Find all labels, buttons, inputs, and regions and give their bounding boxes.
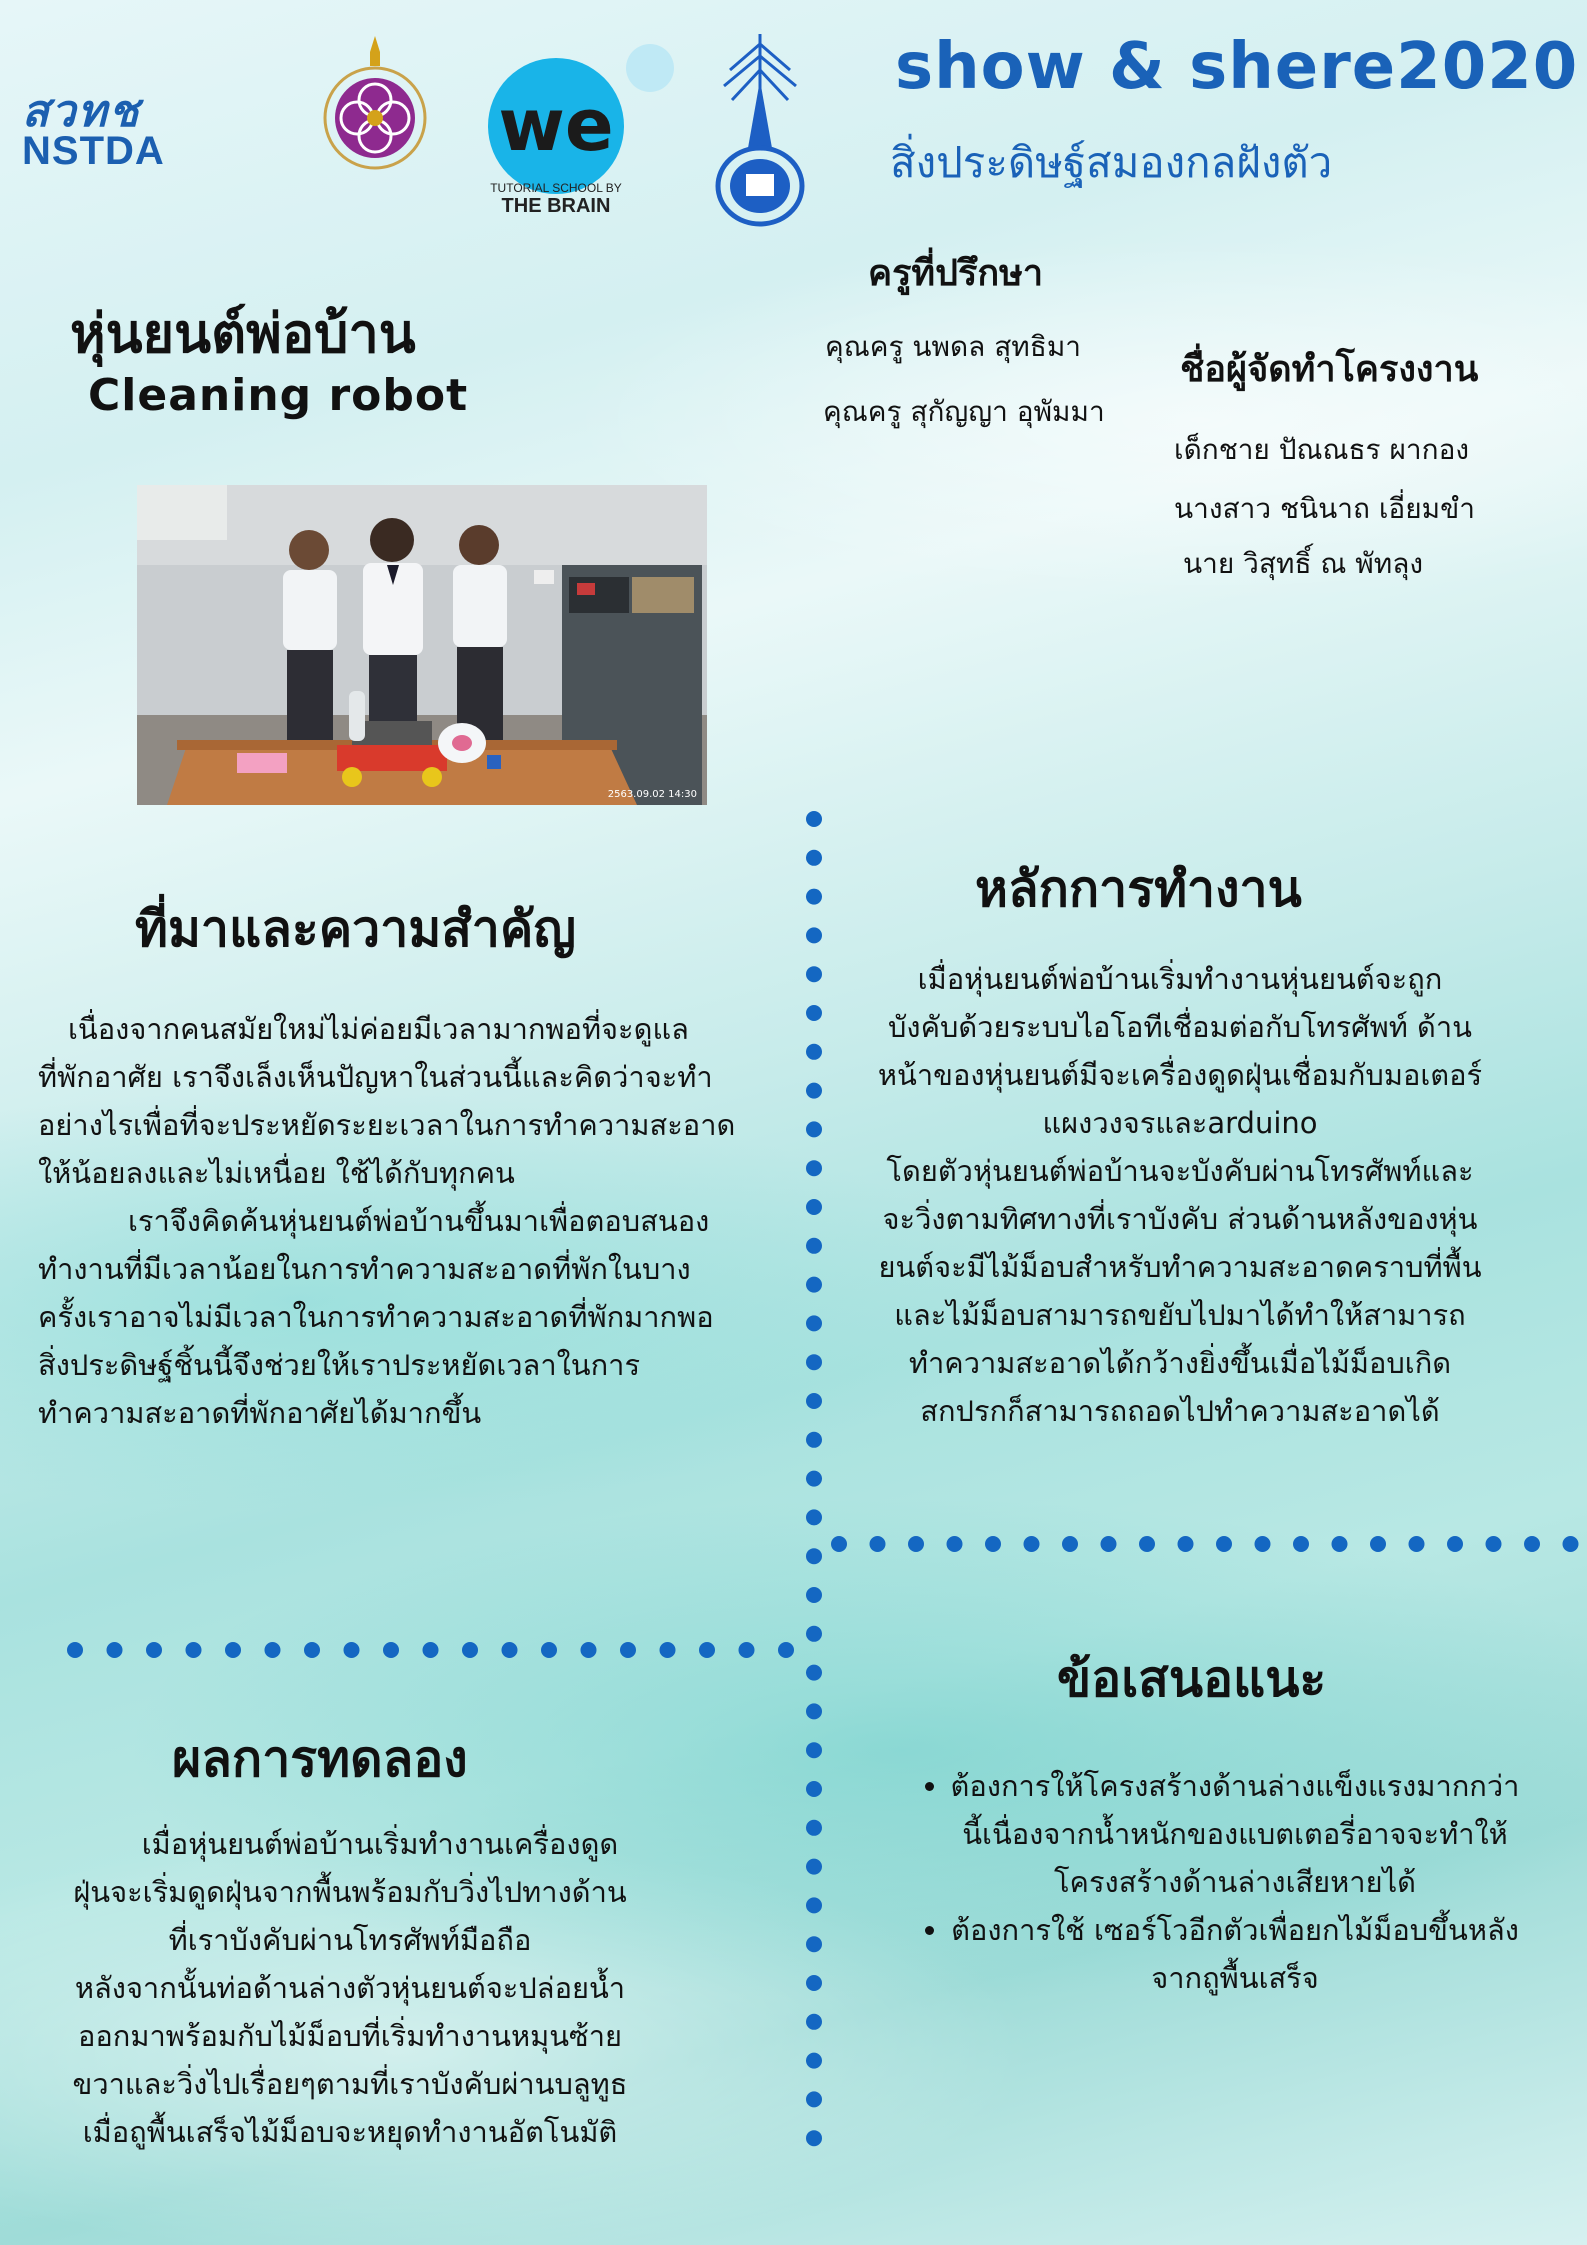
university-seal-logo [300,30,450,180]
divider-dot [806,1548,822,1564]
principle-line: หน้าของหุ่นยนต์มีจะเครื่องดูดฝุ่นเชื่อมกับมอเตอร์ [877,1058,1483,1092]
divider-dot [344,1642,360,1658]
result-heading: ผลการทดลอง [172,1730,468,1788]
project-title-english: Cleaning robot [88,370,469,421]
principle-heading: หลักการทำงาน [975,860,1302,918]
horizontal-dotted-divider-right [830,1535,1587,1553]
divider-dot [806,1509,822,1525]
divider-dot [739,1642,755,1658]
principle-line: บังคับด้วยระบบไอโอทีเชื่อมต่อกับโทรศัพท์ ด้าน [888,1010,1472,1044]
principle-line: จะวิ่งตามทิศทางที่เราบังคับ ส่วนด้านหลังของหุ่น [882,1202,1478,1236]
maker-name: เด็กชาย ปัณณธร ผากอง [1174,433,1470,466]
divider-dot [186,1642,202,1658]
we-tagline-2: THE BRAIN [501,195,611,217]
origin-body [38,1005,738,1437]
divider-dot [806,1703,822,1719]
nstda-logo-english: NSTDA [22,129,165,173]
divider-dot [806,1665,822,1681]
divider-dot [806,1859,822,1875]
divider-dot [1563,1536,1579,1552]
event-subtitle: สิ่งประดิษฐ์สมองกลฝังตัว [890,138,1333,187]
divider-dot [1409,1536,1425,1552]
result-body [20,1820,680,2156]
divider-dot [806,1471,822,1487]
divider-dot [620,1642,636,1658]
maker-name: นาย วิสุทธิ์ ณ พัทลุง [1183,547,1424,580]
result-line: เมื่อหุ่นยนต์พ่อบ้านเริ่มทำงานเครื่องดูด [141,1827,619,1861]
divider-dot [806,2091,822,2107]
divider-dot [1178,1536,1194,1552]
divider-dot [806,2130,822,2146]
we-tagline-1: TUTORIAL SCHOOL BY [490,181,622,195]
advisor-name: คุณครู สุกัญญา อุพัมมา [823,395,1105,428]
suggestion-heading: ข้อเสนอแนะ [1057,1650,1327,1708]
divider-dot [908,1536,924,1552]
divider-dot [806,1587,822,1603]
principle-line: สกปรกก็สามารถถอดไปทำความสะอาดได้ [920,1394,1440,1428]
divider-dot [806,927,822,943]
divider-dot [67,1642,83,1658]
advisors-heading: ครูที่ปรึกษา [868,253,1044,294]
divider-dot [806,889,822,905]
suggestion-item: • ต้องการให้โครงสร้างด้านล่างแข็งแรงมากกว่านี้เนื่องจากน้ำหนักของแบตเตอรี่อาจจะทำให้โครงสร้างด้านล่างเสียหายได้ [950,1762,1520,1906]
principle-line: และไม้ม็อบสามารถขยับไปมาได้ทำให้สามารถ [894,1298,1466,1332]
origin-heading: ที่มาและความสำคัญ [135,900,576,958]
principle-line: แผงวงจรและarduino [1042,1106,1318,1140]
divider-dot [1255,1536,1271,1552]
divider-dot [1370,1536,1386,1552]
result-line: ฝุ่นจะเริ่มดูดฝุ่นจากพื้นพร้อมกับวิ่งไปทางด้าน [73,1875,627,1909]
divider-dot [1524,1536,1540,1552]
divider-dot [870,1536,886,1552]
divider-dot [502,1642,518,1658]
divider-dot [423,1642,439,1658]
result-line: ออกมาพร้อมกับไม้ม็อบที่เริ่มทำงานหมุนซ้าย [77,2019,623,2053]
divider-dot [1101,1536,1117,1552]
divider-dot [806,1781,822,1797]
maker-name: นางสาว ชนินาถ เอี่ยมขำ [1174,492,1475,525]
we-logo-text: we [498,83,614,167]
divider-dot [146,1642,162,1658]
divider-dot [806,1975,822,1991]
divider-dot [1139,1536,1155,1552]
divider-dot [660,1642,676,1658]
photo-timestamp: 2563.09.02 14:30 [607,789,697,800]
divider-dot [806,850,822,866]
divider-dot [107,1642,123,1658]
divider-dot [806,1820,822,1836]
principle-body [800,955,1560,1435]
nstda-logo [22,87,252,173]
divider-dot [806,1626,822,1642]
divider-dot [1024,1536,1040,1552]
divider-dot [1447,1536,1463,1552]
origin-paragraph: เราจึงคิดค้นหุ่นยนต์พ่อบ้านขึ้นมาเพื่อตอบสนองทำงานที่มีเวลาน้อยในการทำความสะอาดที่พักในบางครั้งเราอาจไม่มีเวลาในการทำความสะอาดที่พักมากพอสิ่งประดิษฐ์ชิ้นนี้จึงช่วยให้เราประหยัดเวลาในการทำความสะอาดที่พักอาศัยได้มากขึ้น [38,1204,714,1430]
divider-dot [806,2053,822,2069]
result-line: หลังจากนั้นท่อด้านล่างตัวหุ่นยนต์จะปล่อยน้ำ [74,1971,626,2005]
divider-dot [699,1642,715,1658]
divider-dot [778,1642,794,1658]
origin-paragraph: เนื่องจากคนสมัยใหม่ไม่ค่อยมีเวลามากพอที่จะดูแลที่พักอาศัย เราจึงเล็งเห็นปัญหาในส่วนนี้และคิดว่าจะทำอย่างไรเพื่อที่จะประหยัดระยะเวลาในการทำความสะอาดให้น้อยลงและไม่เหนื่อย ใช้ได้กับทุกคน [38,1012,736,1190]
project-title-thai: หุ่นยนต์พ่อบ้าน [70,302,416,365]
divider-dot [304,1642,320,1658]
horizontal-dotted-divider-left [66,1641,796,1659]
divider-dot [947,1536,963,1552]
divider-dot [1216,1536,1232,1552]
divider-dot [806,2014,822,2030]
makers-heading: ชื่อผู้จัดทำโครงงาน [1180,349,1479,390]
we-tutorial-logo [470,40,680,220]
result-line: ที่เราบังคับผ่านโทรศัพท์มือถือ [168,1923,532,1957]
advisor-name: คุณครู นพดล สุทธิมา [825,330,1082,363]
divider-dot [806,1742,822,1758]
divider-dot [806,1936,822,1952]
divider-dot [225,1642,241,1658]
divider-dot [462,1642,478,1658]
divider-dot [1062,1536,1078,1552]
divider-dot [1332,1536,1348,1552]
principle-line: ทำความสะอาดได้กว้างยิ่งขึ้นเมื่อไม้ม็อบเกิด [908,1346,1452,1380]
result-line: ขวาและวิ่งไปเรื่อยๆตามที่เราบังคับผ่านบลูทูธ [72,2067,628,2101]
event-title: show & shere2020 [895,30,1579,104]
divider-dot [1293,1536,1309,1552]
result-line: เมื่อถูพื้นเสร็จไม้ม็อบจะหยุดทำงานอัตโนมัติ [82,2115,618,2149]
principle-line: ยนต์จะมีไม้ม็อบสำหรับทำความสะอาดคราบที่พื้น [878,1250,1482,1284]
divider-dot [985,1536,1001,1552]
divider-dot [581,1642,597,1658]
suggestion-list [920,1762,1520,2002]
principle-line: เมื่อหุ่นยนต์พ่อบ้านเริ่มทำงานหุ่นยนต์จะถูก [917,962,1443,996]
school-seal-logo [710,30,810,230]
nstda-logo-thai: สวทช [22,87,141,136]
divider-dot [806,1897,822,1913]
divider-dot [541,1642,557,1658]
team-photo [137,485,707,805]
divider-dot [806,811,822,827]
divider-dot [265,1642,281,1658]
divider-dot [1486,1536,1502,1552]
suggestion-item: • ต้องการใช้ เซอร์โวอีกตัวเพื่อยกไม้ม็อบขึ้นหลังจากถูพื้นเสร็จ [950,1906,1520,2002]
divider-dot [383,1642,399,1658]
divider-dot [831,1536,847,1552]
principle-line: โดยตัวหุ่นยนต์พ่อบ้านจะบังคับผ่านโทรศัพท์และ [886,1154,1474,1188]
